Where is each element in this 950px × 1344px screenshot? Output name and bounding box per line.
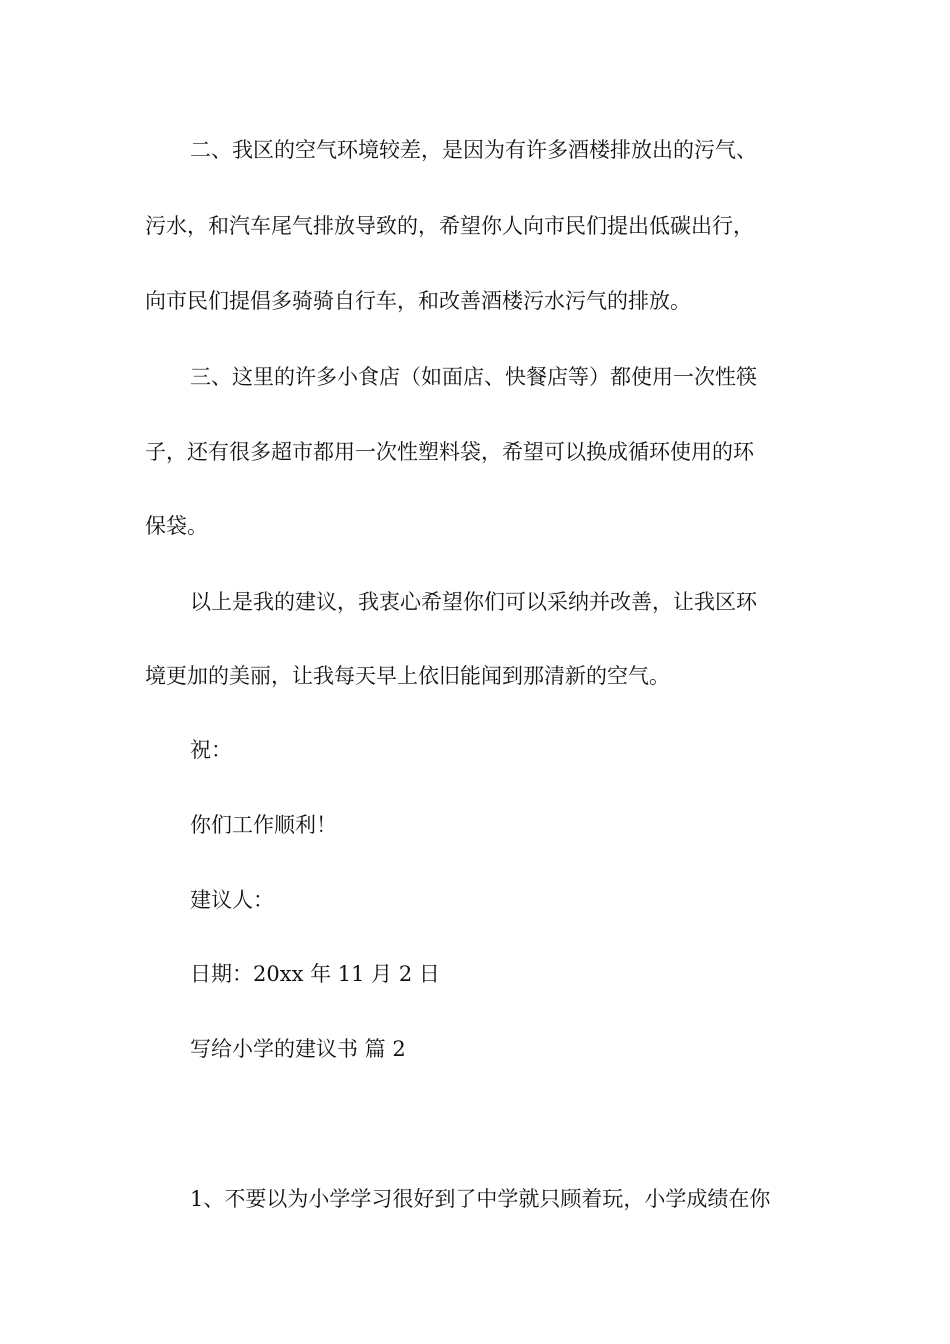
item-1-line-1: 1、不要以为小学学习很好到了中学就只顾着玩，小学成绩在你 — [190, 1187, 771, 1211]
paragraph-3-line-1: 三、这里的许多小食店（如面店、快餐店等）都使用一次性筷 — [190, 365, 757, 389]
closing-paragraph-line-2: 境更加的美丽，让我每天早上依旧能闻到那清新的空气。 — [145, 664, 670, 688]
section-title: 写给小学的建议书 篇 2 — [190, 1037, 406, 1061]
salutation: 祝： — [190, 738, 232, 762]
paragraph-2-line-3: 向市民们提倡多骑骑自行车，和改善酒楼污水污气的排放。 — [145, 289, 691, 313]
paragraph-2-line-1: 二、我区的空气环境较差，是因为有许多酒楼排放出的污气、 — [190, 138, 757, 162]
paragraph-2-line-2: 污水，和汽车尾气排放导致的，希望你人向市民们提出低碳出行， — [145, 214, 754, 238]
paragraph-3-line-2: 子，还有很多超市都用一次性塑料袋，希望可以换成循环使用的环 — [145, 440, 754, 464]
paragraph-3-line-3: 保袋。 — [145, 514, 208, 538]
date-line: 日期：20xx 年 11 月 2 日 — [190, 962, 440, 986]
wish-line: 你们工作顺利！ — [190, 813, 337, 837]
proposer-line: 建议人： — [190, 888, 274, 912]
closing-paragraph-line-1: 以上是我的建议，我衷心希望你们可以采纳并改善，让我区环 — [190, 590, 757, 614]
